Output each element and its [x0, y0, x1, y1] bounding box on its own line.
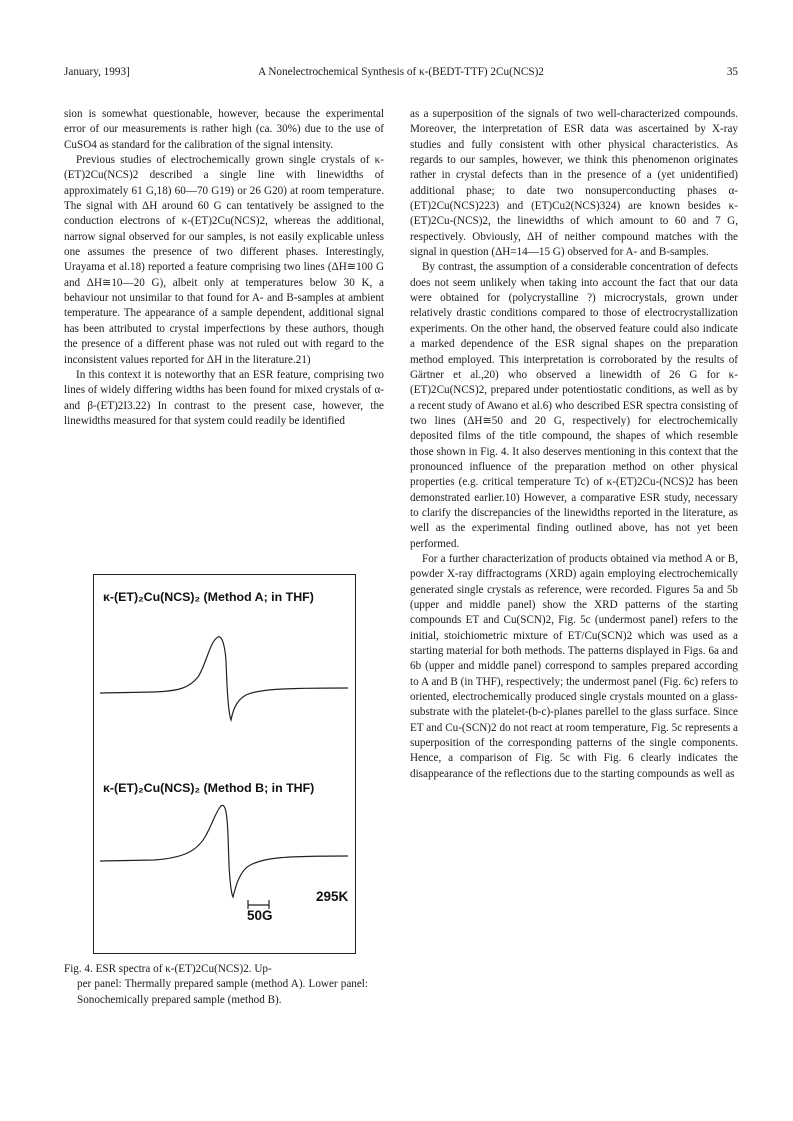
spectrum-method-b [100, 805, 348, 897]
right-paragraph-1: as a superposition of the signals of two well-characterized compounds. Moreover, the interpretation of ESR data was ascertained by X-ray studies and fully consistent with other physical characteristics. As regards to our samples, however, we think this phenomenon originates rather in crystal defects than in the presence of a (yet unidentified) additional phase; to date two nonsuperconducting phases α-(ET)2Cu(NCS)223) and (ET)Cu2(NCS)324) are known besides κ-(ET)2Cu-(NCS)2, the linewidths of which amount to 60 and 7 G, respectively. Obviously, ΔH of neither compound matches with the signal in question (ΔH=14—15 G) observed for A- and B-samples. [410, 108, 738, 259]
right-column [410, 107, 738, 782]
panel-title-method-a: κ-(ET)₂Cu(NCS)₂ (Method A; in THF) [103, 590, 314, 604]
scale-bar-label: 50G [247, 908, 273, 923]
running-header [64, 66, 738, 84]
figure-4-esr-spectra [93, 574, 356, 954]
right-paragraph-3: For a further characterization of products obtained via method A or B, powder X-ray diffractograms (XRD) again employing electrochemically generated single crystals as reference, were recorded. Figures 5a and 5b (upper and middle panel) show the XRD patterns of the starting compounds ET and Cu(SCN)2, Fig. 5c (undermost panel) refers to the initial, stoichiometric mixture of ET/Cu(SCN)2 which was used as a starting material for both methods. The patterns displayed in Figs. 6a and 6b (upper and middle panel) correspond to samples prepared according to A and B (in THF), respectively; the undermost panel (Fig. 6c) refers to oriented, electrochemically produced single crystals mounted on a glass-substrate with the platelet-(b-c)-planes parellel to the glass surface. Since ET and Cu-(SCN)2 do not react at room temperature, Fig. 5c represents a superposition of the corresponding patterns of the single components. Hence, a comparison of Fig. 5c with Fig. 6 clearly indicates the disappearance of the reflections due to the starting compounds as well as [410, 552, 738, 780]
header-title: A Nonelectrochemical Synthesis of κ-(BEDT-TTF) 2Cu(NCS)2 [258, 66, 544, 78]
caption-text: per panel: Thermally prepared sample (method A). Lower panel: Sonochemically prepared sample (method B). [77, 978, 368, 1006]
header-date: January, 1993] [64, 66, 130, 78]
temperature-label: 295K [316, 889, 349, 904]
left-paragraph-2: Previous studies of electrochemically grown single crystals of κ-(ET)2Cu(NCS)2 described a single line with linewidths of approximately 61 G,18) 60—70 G19) or 26 G20) at room temperature. The signal with ΔH around 60 G can tentatively be assigned to the conduction electrons of κ-(ET)2Cu(NCS)2, whereas the additional, narrow signal observed for our samples, is not easily explicable unless one assumes the presence of two different phases. Interestingly, Urayama et al.18) reported a feature comprising two lines (ΔH≅100 G and ΔH≅10—20 G), albeit only at temperatures below 30 K, a behaviour not unsimilar to that found for A- and B-samples at ambient temperature. The appearance of a sample dependent, additional signal has been attributed to crystal imperfections by these authors, though the presence of a different phase was not ruled out with regard to the inconsistent values reported for ΔH in the literature.21) [64, 154, 384, 366]
right-paragraph-2: By contrast, the assumption of a considerable concentration of defects does not seem unlikely when taking into account the fact that our data were obtained for (polycrystalline ?) microcrystals, grown under relatively drastic conditions compared to those of electrocrystallization experiments. On the other hand, the observed feature could also indicate a marked dependence of the ESR signal shapes on the preparation method employed. This interpretation is corroborated by the results of Gärtner et al.,20) who observed a linewidth of 26 G for κ-(ET)2Cu(NCS)2, prepared under potentiostatic conditions, as well as by a recent study of Awano et al.6) who described ESR spectra consisting of two lines (ΔH≅50 and 20 G, respectively) for electrochemically deposited films of the title compound, the shapes of which resemble those shown in Fig. 4. It also deserves mentioning in this context that the pronounced influence of the preparation method on other physical properties (e.g. critical temperature Tc) of κ-(ET)2Cu-(NCS)2 has been demonstrated earlier.10) However, a comparative ESR study, necessary to clarify the discrepancies of the linewidths reported in the literature, as well as the experimental finding outlined above, has not yet been performed. [410, 261, 738, 550]
left-paragraph-3: In this context it is noteworthy that an ESR feature, comprising two lines of widely differing widths has been found for mixed crystals of α- and β-(ET)2I3.22) In contrast to the present case, however, the linewidths measured for that system could readily be identified [64, 368, 384, 427]
page-number: 35 [726, 66, 738, 78]
left-paragraph-1: sion is somewhat questionable, however, because the experimental error of our measurements is rather high (ca. 30%) due to the use of CuSO4 as standard for the calibration of the signal intensity. [64, 108, 384, 151]
spectrum-method-a [100, 637, 348, 720]
left-column [64, 107, 384, 429]
panel-title-method-b: κ-(ET)₂Cu(NCS)₂ (Method B; in THF) [103, 781, 315, 795]
caption-line-1: Fig. 4. ESR spectra of κ-(ET)2Cu(NCS)2. Up- [64, 963, 272, 975]
figure-caption [64, 962, 368, 1008]
